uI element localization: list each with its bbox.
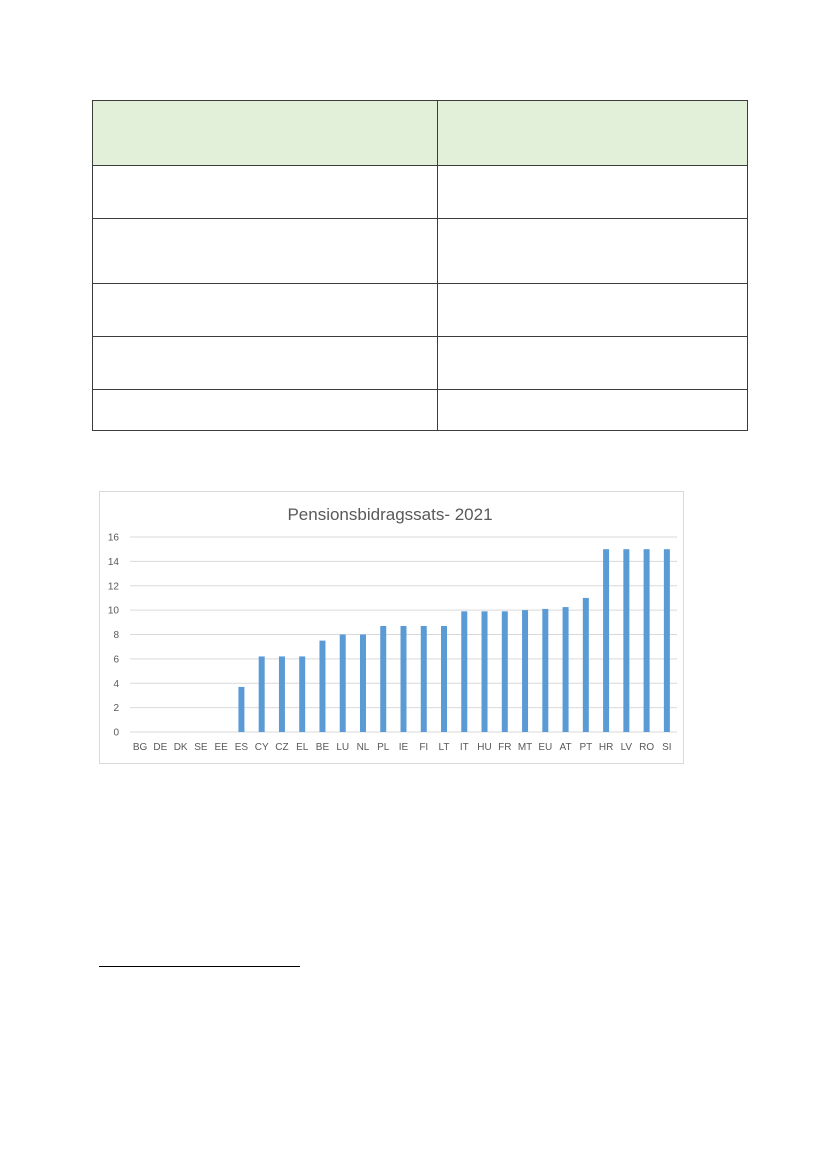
bar-it xyxy=(461,611,467,732)
y-tick-label: 8 xyxy=(113,630,119,641)
bar-pl xyxy=(380,626,386,732)
x-tick-label: BG xyxy=(132,742,148,753)
y-tick-label: 4 xyxy=(113,678,119,690)
y-tick-label: 12 xyxy=(107,581,119,593)
bars xyxy=(238,549,669,732)
bar-si xyxy=(664,549,670,732)
x-tick-label: NL xyxy=(356,742,370,753)
x-tick-label: SI xyxy=(662,742,672,753)
x-tick-label: LU xyxy=(336,742,350,753)
bar-cy xyxy=(259,656,265,732)
y-tick-label: 2 xyxy=(113,703,119,715)
x-tick-label: FR xyxy=(498,742,512,753)
bar-mt xyxy=(522,610,528,732)
bar-at xyxy=(563,607,569,732)
bar-be xyxy=(319,641,325,732)
x-tick-label: HR xyxy=(598,742,614,753)
y-tick-label: 16 xyxy=(107,532,119,544)
x-tick-label: DK xyxy=(173,742,188,753)
table-row xyxy=(93,219,748,284)
table-cell xyxy=(93,284,438,337)
y-axis-ticks xyxy=(108,533,120,739)
x-tick-label: CY xyxy=(254,742,269,753)
table-row xyxy=(93,337,748,390)
y-tick-label: 0 xyxy=(113,727,119,739)
x-tick-label: HU xyxy=(477,742,492,753)
document-table xyxy=(92,100,748,431)
bar-cz xyxy=(279,656,285,732)
bar-hr xyxy=(603,549,609,732)
x-tick-label: SE xyxy=(194,742,208,753)
table-cell xyxy=(93,390,438,431)
y-tick-label: 14 xyxy=(107,556,119,568)
y-tick-label: 10 xyxy=(107,605,119,617)
x-tick-label: CZ xyxy=(275,742,289,753)
table-cell xyxy=(438,337,748,390)
x-tick-label: MT xyxy=(517,742,533,753)
x-tick-label: PL xyxy=(377,742,390,753)
table-cell xyxy=(438,166,748,219)
table-cell xyxy=(93,337,438,390)
x-tick-label: LT xyxy=(438,742,450,753)
x-tick-label: RO xyxy=(639,742,655,753)
x-tick-label: IT xyxy=(459,742,469,753)
chart-container xyxy=(99,491,684,764)
chart-title: Pensionsbidragssats- 2021 xyxy=(287,505,493,524)
x-tick-label: EE xyxy=(214,742,228,753)
bar-ro xyxy=(644,549,650,732)
x-tick-label: EU xyxy=(538,742,553,753)
x-tick-label: ES xyxy=(234,742,249,753)
bar-pt xyxy=(583,598,589,732)
table-cell xyxy=(438,284,748,337)
x-tick-label: IE xyxy=(398,742,409,753)
table-cell xyxy=(438,390,748,431)
bar-fi xyxy=(421,626,427,732)
x-tick-label: FI xyxy=(419,742,429,753)
bar-hu xyxy=(482,611,488,732)
table-cell xyxy=(93,219,438,284)
y-tick-label: 6 xyxy=(113,654,119,666)
bar-nl xyxy=(360,635,366,733)
table-header-row xyxy=(93,101,748,166)
bar-eu xyxy=(542,609,548,732)
footnote-separator xyxy=(99,966,300,967)
x-tick-label: AT xyxy=(559,742,572,753)
x-tick-label: EL xyxy=(296,742,309,753)
table-row xyxy=(93,390,748,431)
bar-ie xyxy=(401,626,407,732)
bar-lu xyxy=(340,635,346,733)
table-cell xyxy=(93,166,438,219)
bar-lt xyxy=(441,626,447,732)
bar-fr xyxy=(502,611,508,732)
table-row xyxy=(93,284,748,337)
x-tick-label: LV xyxy=(620,742,633,753)
table-cell xyxy=(438,101,748,166)
x-axis-ticks xyxy=(133,742,672,753)
table-cell xyxy=(93,101,438,166)
x-tick-label: DE xyxy=(153,742,168,753)
x-tick-label: BE xyxy=(315,742,330,753)
bar-chart xyxy=(100,492,685,765)
bar-el xyxy=(299,656,305,732)
table-cell xyxy=(438,219,748,284)
table-row xyxy=(93,166,748,219)
x-tick-label: PT xyxy=(579,742,593,753)
bar-lv xyxy=(623,549,629,732)
bar-es xyxy=(238,687,244,732)
